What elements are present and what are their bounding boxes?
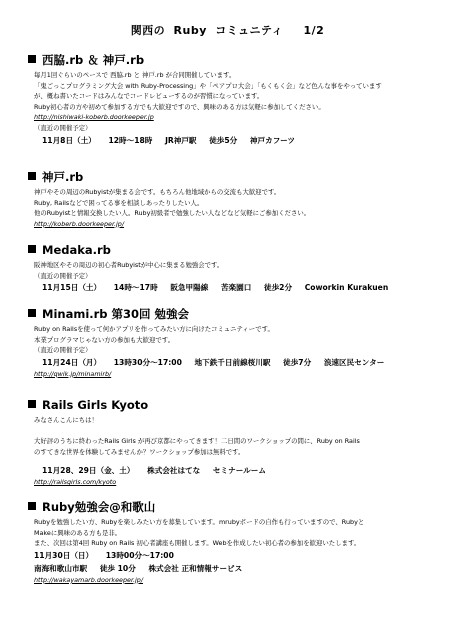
event-time: 14時～17時: [113, 283, 158, 293]
event-time: 13時00分～17:00: [105, 550, 174, 560]
link-koberb[interactable]: http://koberb.doorkeeper.jp/: [34, 219, 125, 228]
square-bullet-icon: [28, 172, 36, 180]
event-time: 12時～18時: [108, 135, 153, 145]
event-walk: 徒歩2分: [264, 283, 293, 293]
body-line: Makeに興味のある方も是非。: [34, 528, 122, 537]
event-details: [34, 549, 438, 562]
event-date: 11月15日（土）: [42, 283, 102, 293]
page-title: [0, 22, 453, 38]
body-line: 大好評のうちに終わったRails Girls が再び京都にやってきます！二日間のワークショップの間に、Ruby on Rails: [34, 437, 360, 446]
body-line: 本業プログラマじゃない方の参加も大歓迎です。: [34, 335, 175, 344]
event-station: 苦楽園口: [220, 283, 252, 293]
event-walk: 徒歩5分: [209, 135, 238, 145]
schedule-note: （直近の開催予定）: [34, 346, 92, 355]
link-nishiwaki-koberb[interactable]: http://nishiwaki-koberb.doorkeeper.jp: [34, 113, 154, 122]
square-bullet-icon: [28, 502, 36, 510]
section-nishiwaki-kobe-rb: [28, 53, 438, 147]
event-date: 11月24日（月）: [42, 357, 102, 367]
body-line: 他のRubyistと情報交換したい人。Ruby初級者で勉強したい人などなど気軽にご参加ください。: [34, 209, 311, 218]
link-minamirb[interactable]: http://qwik.jp/minamirb/: [34, 369, 112, 378]
section-heading: Ruby勉強会@和歌山: [28, 500, 438, 514]
event-date: 11月8日（土）: [42, 135, 96, 145]
event-venue: 神戸カフーツ: [249, 135, 295, 145]
event-venue: 株式会社 正和情報サービス: [148, 563, 243, 573]
body-line: Ruby, Railsなどで困ってる事を相談しあったりしたい人。: [34, 198, 204, 207]
section-kobe-rb: [28, 170, 438, 230]
title-part-2: Ruby: [173, 24, 207, 37]
body-line: のすてきな世界を体験してみませんか？ワークショップ参加は無料です。: [34, 447, 245, 456]
body-line: また、次回は第4回 Ruby on Rails 初心者講座も開催します。Webを作成したい初心者の参加を歓迎いたします。: [34, 539, 361, 548]
event-details: [34, 134, 438, 147]
section-heading: Minami.rb 第30回 勉強会: [28, 307, 438, 321]
section-rails-girls-kyoto: [28, 398, 438, 488]
event-time: 13時30分～17:00: [113, 357, 182, 367]
section-minami-rb: [28, 307, 438, 380]
square-bullet-icon: [28, 55, 36, 63]
schedule-note: （直近の開催予定）: [34, 124, 92, 133]
event-station: 南海和歌山市駅: [34, 563, 88, 573]
page-number: 1/2: [303, 24, 325, 37]
body-line: 毎月1回ぐらいのペースで 西脇.rb と 神戸.rb が合同開催しています。: [34, 71, 236, 79]
title-part-3: コミュニティ: [215, 24, 284, 37]
body-line: Ruby初心者の方や初めて参加する方でも大歓迎ですので、興味のある方は気軽に参加してください。: [34, 102, 325, 111]
event-line: 阪急甲陽線: [170, 283, 209, 293]
body-line: 神戸やその周辺のRubyistが集まる会です。もちろん他地域からの交流も大歓迎です。: [34, 188, 281, 196]
body-line: みなさんこんにちは！: [34, 416, 98, 424]
event-details: [34, 464, 438, 477]
event-location: [34, 562, 438, 575]
body-line: Ruby on Railsを使って何かアプリを作ってみたい方に向けたコミュニティーです。: [34, 325, 274, 333]
event-venue: 浪速区民センター: [323, 357, 385, 367]
event-details: [34, 356, 438, 369]
body-line: が、概ね書いたコードはみんなでコードレビューするのが習慣になっています。: [34, 92, 264, 101]
section-heading: 西脇.rb ＆ 神戸.rb: [28, 53, 438, 67]
event-walk: 徒歩 10分: [99, 563, 136, 573]
link-wakayamarb[interactable]: http://wakayamarb.doorkeeper.jp/: [34, 575, 144, 584]
body-line: 「鬼ごっこプログラミング大会 with Ruby-Processing」や「ペアプロ大会」「もくもく会」など色んな事をやっています: [34, 81, 382, 90]
square-bullet-icon: [28, 400, 36, 408]
body-line: Rubyを勉強したい方、Rubyを楽しみたい方を募集しています。mrubyボードの自作も行っていますので、Rubyと: [34, 518, 365, 526]
event-station: JR神戸駅: [165, 135, 197, 145]
event-venue: 株式会社はてな: [147, 466, 201, 476]
section-medaka-rb: [28, 243, 438, 294]
link-railsgirls[interactable]: http://railsgirls.com/kyoto: [34, 478, 117, 487]
square-bullet-icon: [28, 245, 36, 253]
title-part-1: 関西の: [130, 24, 166, 37]
schedule-note: （直近の開催予定）: [34, 271, 92, 280]
event-date: 11月30日（日）: [34, 550, 94, 560]
event-walk: 徒歩7分: [283, 357, 312, 367]
body-line-blank: [34, 426, 438, 437]
event-station: 地下鉄千日前線桜川駅: [194, 357, 271, 367]
event-details: [34, 281, 438, 294]
section-heading: Medaka.rb: [28, 243, 438, 257]
event-room: セミナールーム: [212, 466, 266, 476]
event-date: 11月28、29日（金、土）: [42, 466, 135, 476]
body-line: 阪神地区やその周辺の初心者Rubyistが中心に集まる勉強会です。: [34, 261, 224, 269]
event-venue: Coworkin Kurakuen: [304, 283, 389, 293]
section-wakayama-rb: [28, 500, 438, 586]
section-heading: Rails Girls Kyoto: [28, 398, 438, 412]
section-heading: 神戸.rb: [28, 170, 438, 184]
square-bullet-icon: [28, 309, 36, 317]
